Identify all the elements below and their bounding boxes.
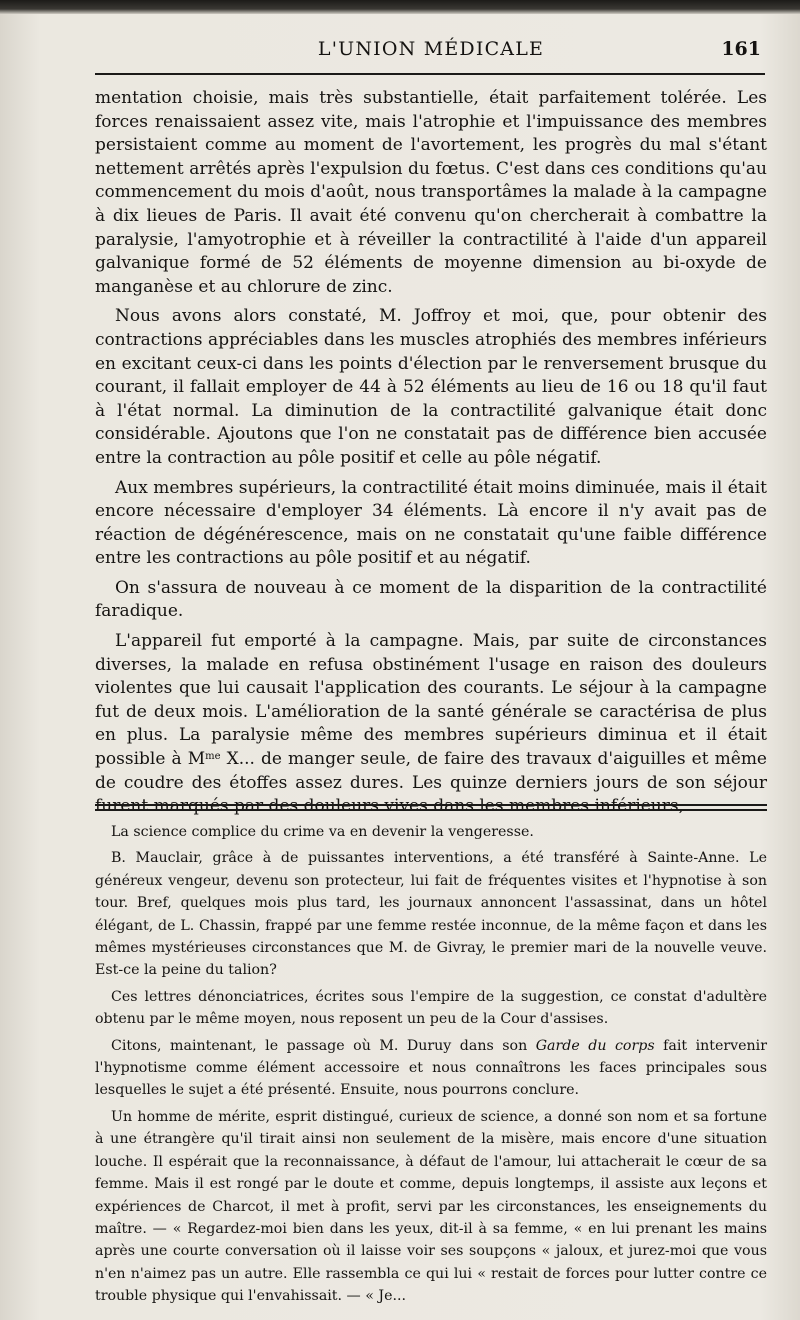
paragraph: Un homme de mérite, esprit distingué, curieux de science, a donné son nom et sa fortune à une étrangère qu'il tirait ainsi non seulement de la misère, mais encore d'une situation louche. Il espérait que la reconnaissance, à défaut de l'amour, lui attacherait le cœur de sa femme. Mais il est rongé par le doute et comme, depuis longtemps, il assiste aux leçons et expériences de Charcot, il met à profit, servi par les circonstances, les enseignements du maître. — « Regardez-moi bien dans les yeux, dit-il à sa femme, « en lui prenant les mains après une courte conversation où il laisse voir ses soupçons « jaloux, et jurez-moi que vous n'en n'aimez pas un autre. Elle rassembla ce qui lui « restait de forces pour lutter contre ce trouble physique qui l'envahissait. — « Je... <box>95 1108 767 1305</box>
text-span: Citons, maintenant, le passage où M. Duruy dans son <box>111 1037 536 1054</box>
journal-title: L'UNION MÉDICALE <box>317 38 545 60</box>
running-head <box>95 36 767 64</box>
paragraph <box>95 630 767 819</box>
paragraph: Ces lettres dénonciatrices, écrites sous l'empire de la suggestion, ce constat d'adultère obtenu par le même moyen, nous reposent un peu de la Cour d'assises. <box>95 988 767 1028</box>
page-number: 161 <box>721 38 761 60</box>
paragraph: Nous avons alors constaté, M. Joffroy et moi, que, pour obtenir des contractions appréciables dans les muscles atrophiés des membres inférieurs en excitant ceux-ci dans les points d'élection par le renversement brusque du courant, il fallait employer de 44 à 52 éléments au lieu de 16 ou 18 qu'il faut à l'état normal. La diminution de la contractilité galvanique était donc considérable. Ajoutons que l'on ne constatait pas de différence bien accusée entre la contraction au pôle positif et celle au pôle négatif. <box>95 306 767 468</box>
paragraph: On s'assura de nouveau à ce moment de la disparition de la contractilité faradique. <box>95 577 767 622</box>
scan-edge <box>0 0 800 14</box>
superscript: me <box>205 751 221 763</box>
text-span: L'appareil fut emporté à la campagne. Mais, par suite de circonstances diverses, la malade en refusa obstinément l'usage en raison des douleurs violentes que lui causait l'application des courants. Le séjour à la campagne fut de deux mois. L'amélioration de la santé générale se caractérisa de plus en plus. La paralysie même des membres supérieurs diminua et il était possible à M <box>95 631 767 770</box>
feuilleton-separator <box>95 804 767 811</box>
text-span: X... de manger seule, de faire des travaux d'aiguilles et même de coudre des étoffes assez dures. Les quinze derniers jours de son séjour furent marqués par des douleurs vives dans les membres inférieurs, <box>95 749 767 817</box>
feuilleton-text <box>95 821 767 1312</box>
paragraph: Aux membres supérieurs, la contractilité était moins diminuée, mais il était encore nécessaire d'employer 34 éléments. Là encore il n'y avait pas de réaction de dégénérescence, mais on ne constatait qu'une faible différence entre les contractions au pôle positif et au négatif. <box>95 477 767 569</box>
main-text <box>95 87 767 825</box>
paragraph: B. Mauclair, grâce à de puissantes interventions, a été transféré à Sainte-Anne. Le généreux vengeur, devenu son protecteur, lui fait de fréquentes visites et l'hypnotise à son tour. Bref, quelques mois plus tard, les journaux annoncent l'assassinat, dans un hôtel élégant, de L. Chassin, frappé par une femme restée inconnue, de la même façon et dans les mêmes mystérieuses circonstances que M. de Givray, le premier mari de la nouvelle veuve. Est-ce la peine du talion? <box>95 850 767 979</box>
book-title: Garde du corps <box>535 1037 655 1054</box>
text-span: fait intervenir l'hypnotisme comme élément accessoire et nous connaîtrons les faces principales sous lesquelles le sujet a été présenté. Ensuite, nous pourrons conclure. <box>95 1037 767 1099</box>
paragraph: La science complice du crime va en devenir la vengeresse. <box>111 824 534 840</box>
paragraph: mentation choisie, mais très substantielle, était parfaitement tolérée. Les forces renaissaient assez vite, mais l'atrophie et l'impuissance des membres persistaient comme au moment de l'avortement, les progrès du mal s'étant nettement arrêtés après l'expulsion du fœtus. C'est dans ces conditions qu'au commencement du mois d'août, nous transportâmes la malade à la campagne à dix lieues de Paris. Il avait été convenu qu'on chercherait à combattre la paralysie, l'amyotrophie et à réveiller la contractilité à l'aide d'un appareil galvanique formé de 52 éléments de moyenne dimension au bi-oxyde de manganèse et au chlorure de zinc. <box>95 88 767 297</box>
paragraph <box>95 1035 767 1102</box>
header-rule <box>95 73 765 75</box>
